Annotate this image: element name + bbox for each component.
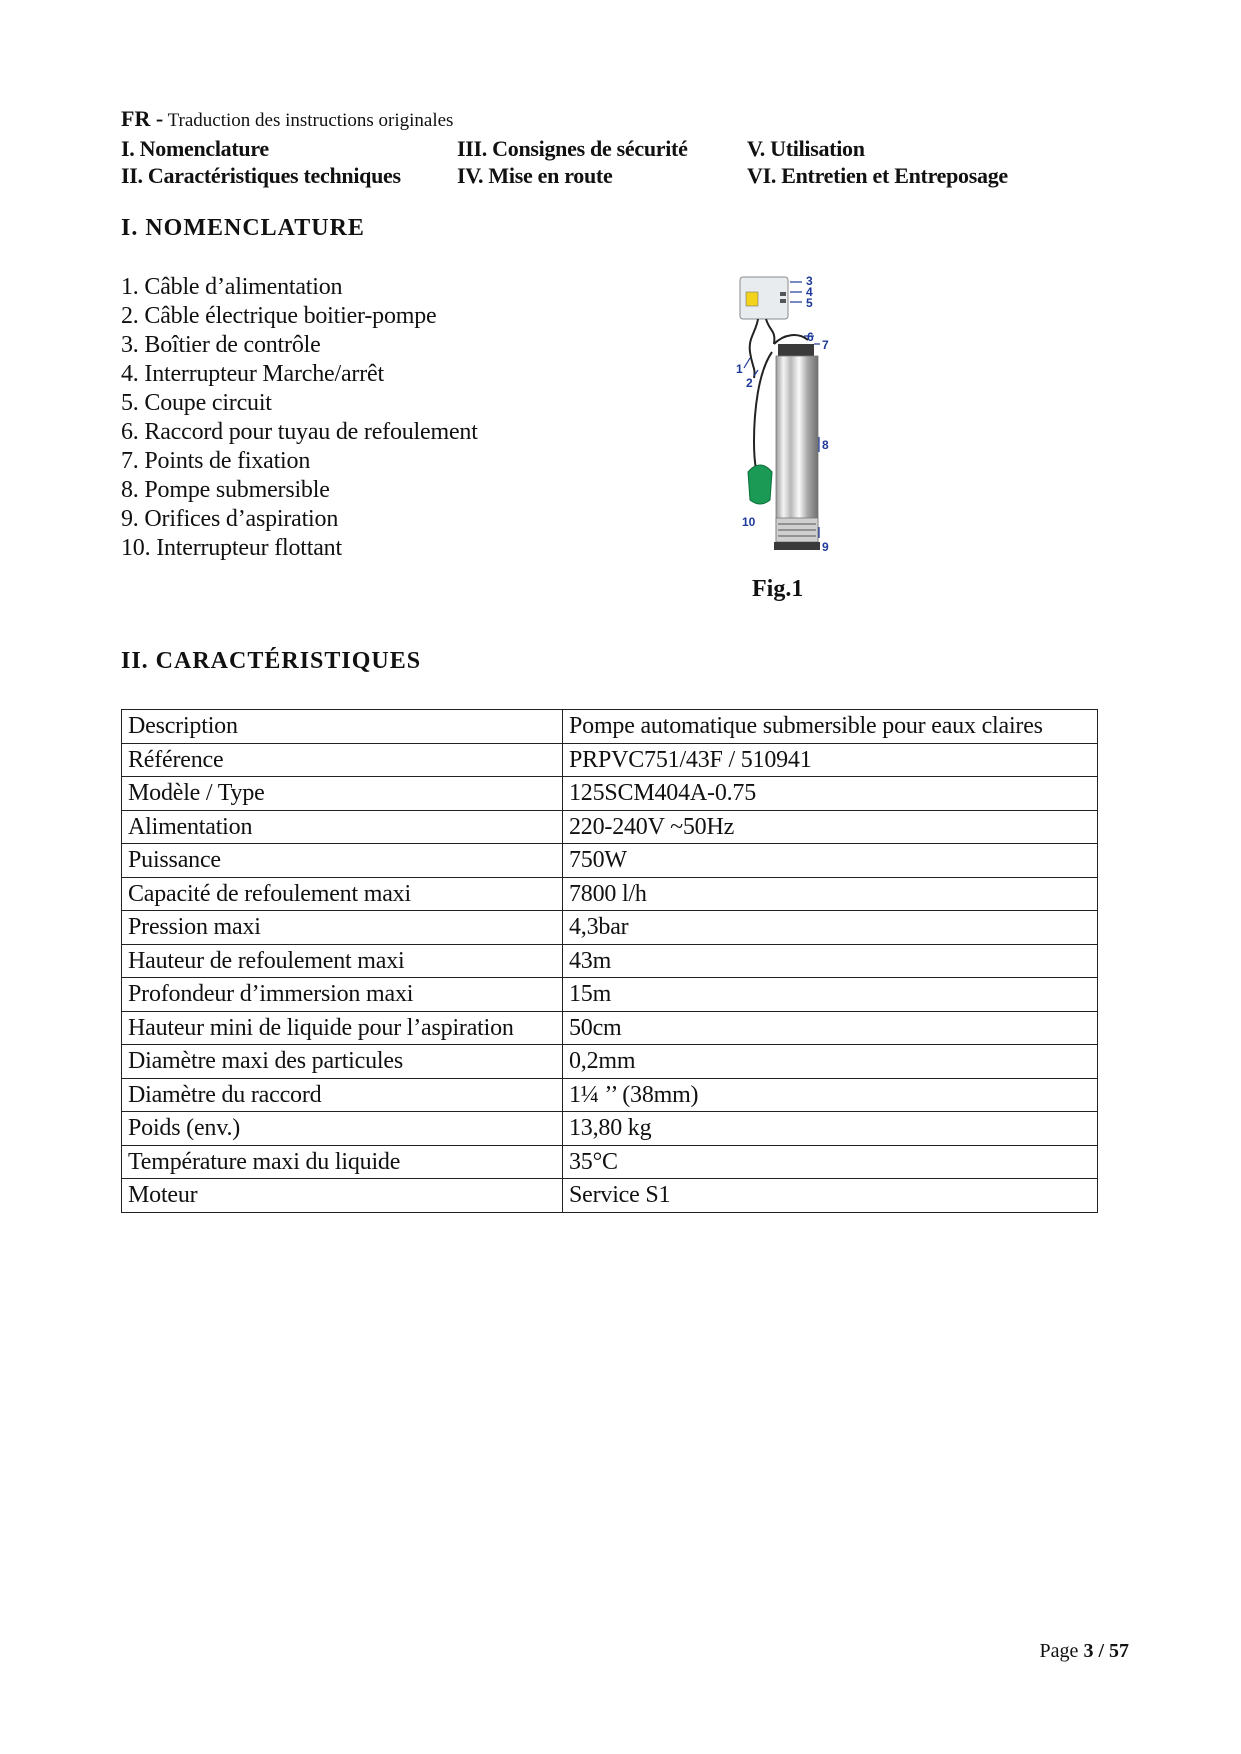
spec-value: 4,3bar — [563, 911, 1098, 945]
spec-label: Poids (env.) — [122, 1112, 563, 1146]
table-row — [122, 777, 1098, 811]
document-header — [121, 107, 1121, 189]
table-row — [122, 1011, 1098, 1045]
page-number — [1040, 1640, 1129, 1663]
spec-value: 1¼ ’’ (38mm) — [563, 1078, 1098, 1112]
figure-label: 1 — [736, 362, 743, 376]
spec-value: 50cm — [563, 1011, 1098, 1045]
spec-value: 15m — [563, 978, 1098, 1012]
spec-label: Alimentation — [122, 810, 563, 844]
list-item: 1. Câble d’alimentation — [121, 274, 343, 300]
figure-label: 8 — [822, 438, 829, 452]
list-item: 4. Interrupteur Marche/arrêt — [121, 361, 384, 387]
figure-label: 7 — [822, 338, 829, 352]
spec-label: Description — [122, 710, 563, 744]
figure-label: 10 — [742, 515, 756, 529]
toc-item: IV. Mise en route — [457, 163, 613, 188]
figure-label: 4 — [806, 285, 813, 299]
spec-value: Service S1 — [563, 1179, 1098, 1213]
spec-value: 220-240V ~50Hz — [563, 810, 1098, 844]
table-row — [122, 1045, 1098, 1079]
figure-label: 6 — [807, 330, 814, 344]
figure-label: 9 — [822, 540, 829, 554]
spec-label: Profondeur d’immersion maxi — [122, 978, 563, 1012]
spec-label: Température maxi du liquide — [122, 1145, 563, 1179]
table-of-contents — [121, 135, 1121, 189]
toc-item: II. Caractéristiques techniques — [121, 163, 401, 188]
list-item: 10. Interrupteur flottant — [121, 535, 342, 561]
spec-label: Diamètre du raccord — [122, 1078, 563, 1112]
page-count: 3 / 57 — [1083, 1640, 1129, 1662]
spec-value: 35°C — [563, 1145, 1098, 1179]
spec-value: 125SCM404A-0.75 — [563, 777, 1098, 811]
spec-value: PRPVC751/43F / 510941 — [563, 743, 1098, 777]
specifications-table — [121, 709, 1098, 1213]
spec-label: Pression maxi — [122, 911, 563, 945]
table-row — [122, 1078, 1098, 1112]
spec-label: Diamètre maxi des particules — [122, 1045, 563, 1079]
figure-label: 5 — [806, 296, 813, 310]
section-title-nomenclature: I. NOMENCLATURE — [121, 215, 365, 241]
table-row — [122, 810, 1098, 844]
spec-label: Moteur — [122, 1179, 563, 1213]
list-item: 2. Câble électrique boitier-pompe — [121, 303, 437, 329]
spec-label: Capacité de refoulement maxi — [122, 877, 563, 911]
toc-item: I. Nomenclature — [121, 136, 269, 161]
figure-labels — [728, 272, 848, 572]
list-item: 5. Coupe circuit — [121, 390, 272, 416]
spec-value: 43m — [563, 944, 1098, 978]
header-language-line — [121, 107, 1121, 133]
figure-label: 3 — [806, 274, 813, 288]
figure-caption: Fig.1 — [752, 576, 804, 602]
language-code: FR - — [121, 106, 164, 131]
nomenclature-list — [121, 273, 478, 563]
table-row — [122, 1179, 1098, 1213]
spec-label: Hauteur de refoulement maxi — [122, 944, 563, 978]
spec-label: Référence — [122, 743, 563, 777]
table-row — [122, 877, 1098, 911]
list-item: 3. Boîtier de contrôle — [121, 332, 321, 358]
toc-item: V. Utilisation — [747, 136, 865, 161]
list-item: 7. Points de fixation — [121, 448, 311, 474]
toc-item: VI. Entretien et Entreposage — [747, 163, 1008, 188]
spec-label: Hauteur mini de liquide pour l’aspiration — [122, 1011, 563, 1045]
table-row — [122, 844, 1098, 878]
spec-value: 13,80 kg — [563, 1112, 1098, 1146]
toc-item: III. Consignes de sécurité — [457, 136, 688, 161]
table-row — [122, 1112, 1098, 1146]
spec-label: Modèle / Type — [122, 777, 563, 811]
spec-value: 7800 l/h — [563, 877, 1098, 911]
list-item: 9. Orifices d’aspiration — [121, 506, 339, 532]
table-row — [122, 911, 1098, 945]
table-row — [122, 710, 1098, 744]
spec-value: Pompe automatique submersible pour eaux claires — [563, 710, 1098, 744]
translation-note: Traduction des instructions originales — [167, 110, 454, 131]
section-title-caracteristiques: II. CARACTÉRISTIQUES — [121, 648, 422, 674]
table-row — [122, 978, 1098, 1012]
list-item: 6. Raccord pour tuyau de refoulement — [121, 419, 478, 445]
figure-label: 2 — [746, 376, 753, 390]
spec-value: 0,2mm — [563, 1045, 1098, 1079]
list-item: 8. Pompe submersible — [121, 477, 330, 503]
spec-value: 750W — [563, 844, 1098, 878]
spec-label: Puissance — [122, 844, 563, 878]
table-row — [122, 1145, 1098, 1179]
table-row — [122, 743, 1098, 777]
table-row — [122, 944, 1098, 978]
page-prefix: Page — [1039, 1640, 1084, 1662]
